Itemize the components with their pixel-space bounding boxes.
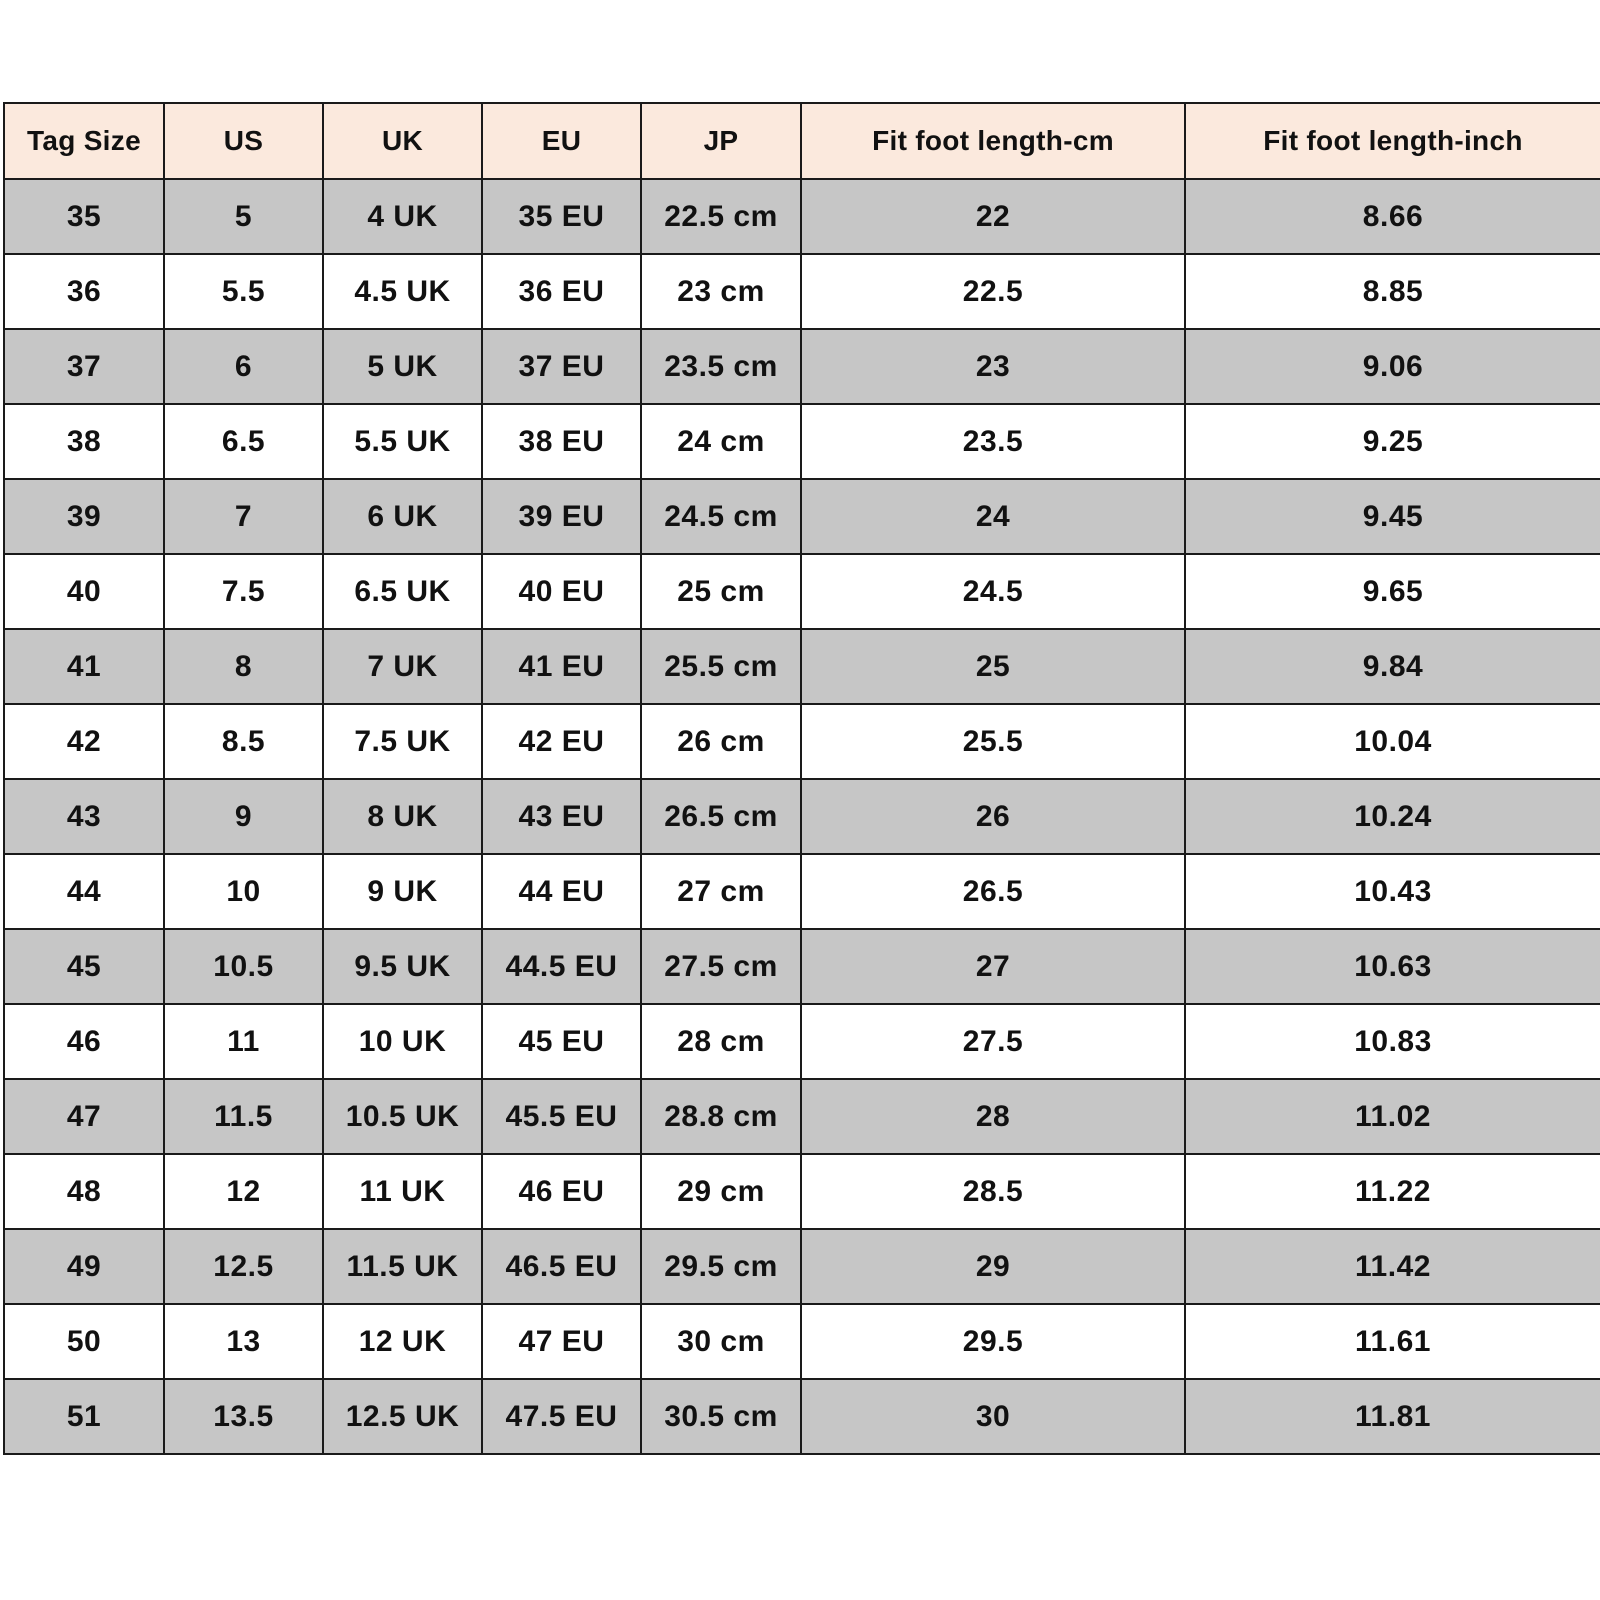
table-row <box>4 929 1600 1004</box>
cell-foot-length-cm: 29.5 <box>801 1304 1185 1379</box>
cell-foot-length-inch: 9.45 <box>1185 479 1600 554</box>
cell-uk: 12.5 UK <box>323 1379 482 1454</box>
cell-tag-size: 37 <box>4 329 164 404</box>
cell-foot-length-inch: 10.63 <box>1185 929 1600 1004</box>
column-header-tag-size: Tag Size <box>4 103 164 179</box>
cell-jp: 29 cm <box>641 1154 801 1229</box>
cell-jp: 23 cm <box>641 254 801 329</box>
cell-foot-length-cm: 28.5 <box>801 1154 1185 1229</box>
cell-foot-length-inch: 11.22 <box>1185 1154 1600 1229</box>
cell-tag-size: 47 <box>4 1079 164 1154</box>
cell-foot-length-inch: 10.04 <box>1185 704 1600 779</box>
cell-eu: 47.5 EU <box>482 1379 641 1454</box>
table-body <box>4 179 1600 1454</box>
table-header <box>4 103 1600 179</box>
cell-us: 5 <box>164 179 323 254</box>
cell-us: 11 <box>164 1004 323 1079</box>
cell-uk: 9 UK <box>323 854 482 929</box>
table-row <box>4 629 1600 704</box>
cell-jp: 26.5 cm <box>641 779 801 854</box>
cell-foot-length-inch: 10.24 <box>1185 779 1600 854</box>
cell-foot-length-cm: 30 <box>801 1379 1185 1454</box>
cell-jp: 25.5 cm <box>641 629 801 704</box>
cell-foot-length-cm: 23 <box>801 329 1185 404</box>
cell-eu: 46 EU <box>482 1154 641 1229</box>
cell-tag-size: 50 <box>4 1304 164 1379</box>
cell-tag-size: 45 <box>4 929 164 1004</box>
cell-tag-size: 42 <box>4 704 164 779</box>
size-chart-table <box>3 102 1600 1455</box>
table-row <box>4 1304 1600 1379</box>
cell-uk: 11 UK <box>323 1154 482 1229</box>
table-row <box>4 854 1600 929</box>
cell-us: 13 <box>164 1304 323 1379</box>
table-row <box>4 479 1600 554</box>
cell-jp: 27.5 cm <box>641 929 801 1004</box>
cell-eu: 41 EU <box>482 629 641 704</box>
cell-tag-size: 48 <box>4 1154 164 1229</box>
cell-us: 8.5 <box>164 704 323 779</box>
column-header-foot-length-cm: Fit foot length-cm <box>801 103 1185 179</box>
cell-jp: 26 cm <box>641 704 801 779</box>
cell-jp: 29.5 cm <box>641 1229 801 1304</box>
cell-foot-length-inch: 11.61 <box>1185 1304 1600 1379</box>
cell-us: 6 <box>164 329 323 404</box>
cell-eu: 40 EU <box>482 554 641 629</box>
table-row <box>4 179 1600 254</box>
cell-uk: 11.5 UK <box>323 1229 482 1304</box>
cell-jp: 28.8 cm <box>641 1079 801 1154</box>
cell-uk: 7 UK <box>323 629 482 704</box>
cell-us: 7 <box>164 479 323 554</box>
cell-tag-size: 38 <box>4 404 164 479</box>
cell-eu: 45.5 EU <box>482 1079 641 1154</box>
cell-uk: 8 UK <box>323 779 482 854</box>
cell-foot-length-cm: 29 <box>801 1229 1185 1304</box>
cell-uk: 4 UK <box>323 179 482 254</box>
table-row <box>4 1154 1600 1229</box>
cell-tag-size: 44 <box>4 854 164 929</box>
cell-us: 5.5 <box>164 254 323 329</box>
cell-us: 12.5 <box>164 1229 323 1304</box>
cell-tag-size: 40 <box>4 554 164 629</box>
cell-eu: 36 EU <box>482 254 641 329</box>
cell-foot-length-inch: 8.85 <box>1185 254 1600 329</box>
cell-foot-length-cm: 25 <box>801 629 1185 704</box>
cell-eu: 43 EU <box>482 779 641 854</box>
cell-foot-length-inch: 11.02 <box>1185 1079 1600 1154</box>
cell-us: 12 <box>164 1154 323 1229</box>
cell-tag-size: 43 <box>4 779 164 854</box>
table-row <box>4 404 1600 479</box>
cell-tag-size: 49 <box>4 1229 164 1304</box>
table-row <box>4 554 1600 629</box>
cell-us: 8 <box>164 629 323 704</box>
cell-eu: 46.5 EU <box>482 1229 641 1304</box>
cell-foot-length-cm: 22 <box>801 179 1185 254</box>
cell-foot-length-cm: 28 <box>801 1079 1185 1154</box>
cell-jp: 22.5 cm <box>641 179 801 254</box>
cell-foot-length-inch: 9.06 <box>1185 329 1600 404</box>
column-header-jp: JP <box>641 103 801 179</box>
cell-eu: 42 EU <box>482 704 641 779</box>
cell-foot-length-cm: 26 <box>801 779 1185 854</box>
cell-jp: 30.5 cm <box>641 1379 801 1454</box>
cell-foot-length-cm: 26.5 <box>801 854 1185 929</box>
column-header-eu: EU <box>482 103 641 179</box>
table-row <box>4 1004 1600 1079</box>
cell-uk: 9.5 UK <box>323 929 482 1004</box>
size-chart-container <box>3 102 1600 1455</box>
cell-foot-length-cm: 27.5 <box>801 1004 1185 1079</box>
cell-eu: 44.5 EU <box>482 929 641 1004</box>
cell-foot-length-cm: 25.5 <box>801 704 1185 779</box>
table-row <box>4 1079 1600 1154</box>
table-row <box>4 329 1600 404</box>
header-row <box>4 103 1600 179</box>
cell-us: 10.5 <box>164 929 323 1004</box>
cell-tag-size: 35 <box>4 179 164 254</box>
cell-uk: 4.5 UK <box>323 254 482 329</box>
cell-eu: 45 EU <box>482 1004 641 1079</box>
table-row <box>4 1229 1600 1304</box>
cell-eu: 39 EU <box>482 479 641 554</box>
cell-foot-length-cm: 24 <box>801 479 1185 554</box>
cell-uk: 7.5 UK <box>323 704 482 779</box>
cell-us: 10 <box>164 854 323 929</box>
cell-foot-length-inch: 11.42 <box>1185 1229 1600 1304</box>
cell-foot-length-cm: 24.5 <box>801 554 1185 629</box>
cell-foot-length-cm: 23.5 <box>801 404 1185 479</box>
cell-tag-size: 51 <box>4 1379 164 1454</box>
cell-foot-length-inch: 10.83 <box>1185 1004 1600 1079</box>
cell-foot-length-inch: 8.66 <box>1185 179 1600 254</box>
cell-foot-length-inch: 9.25 <box>1185 404 1600 479</box>
column-header-us: US <box>164 103 323 179</box>
cell-foot-length-inch: 9.65 <box>1185 554 1600 629</box>
cell-tag-size: 39 <box>4 479 164 554</box>
cell-foot-length-cm: 27 <box>801 929 1185 1004</box>
cell-tag-size: 46 <box>4 1004 164 1079</box>
table-row <box>4 704 1600 779</box>
cell-us: 7.5 <box>164 554 323 629</box>
cell-uk: 10 UK <box>323 1004 482 1079</box>
cell-tag-size: 36 <box>4 254 164 329</box>
cell-uk: 5.5 UK <box>323 404 482 479</box>
cell-us: 9 <box>164 779 323 854</box>
cell-eu: 38 EU <box>482 404 641 479</box>
cell-uk: 6.5 UK <box>323 554 482 629</box>
cell-jp: 23.5 cm <box>641 329 801 404</box>
cell-eu: 35 EU <box>482 179 641 254</box>
cell-us: 6.5 <box>164 404 323 479</box>
cell-uk: 6 UK <box>323 479 482 554</box>
cell-uk: 10.5 UK <box>323 1079 482 1154</box>
cell-jp: 24 cm <box>641 404 801 479</box>
column-header-foot-length-inch: Fit foot length-inch <box>1185 103 1600 179</box>
cell-foot-length-inch: 9.84 <box>1185 629 1600 704</box>
cell-foot-length-inch: 10.43 <box>1185 854 1600 929</box>
table-row <box>4 254 1600 329</box>
cell-jp: 24.5 cm <box>641 479 801 554</box>
cell-us: 13.5 <box>164 1379 323 1454</box>
cell-jp: 27 cm <box>641 854 801 929</box>
cell-eu: 37 EU <box>482 329 641 404</box>
cell-jp: 30 cm <box>641 1304 801 1379</box>
cell-foot-length-inch: 11.81 <box>1185 1379 1600 1454</box>
cell-uk: 5 UK <box>323 329 482 404</box>
table-row <box>4 779 1600 854</box>
cell-foot-length-cm: 22.5 <box>801 254 1185 329</box>
cell-jp: 28 cm <box>641 1004 801 1079</box>
column-header-uk: UK <box>323 103 482 179</box>
cell-eu: 44 EU <box>482 854 641 929</box>
cell-uk: 12 UK <box>323 1304 482 1379</box>
cell-us: 11.5 <box>164 1079 323 1154</box>
cell-eu: 47 EU <box>482 1304 641 1379</box>
table-row <box>4 1379 1600 1454</box>
cell-tag-size: 41 <box>4 629 164 704</box>
cell-jp: 25 cm <box>641 554 801 629</box>
